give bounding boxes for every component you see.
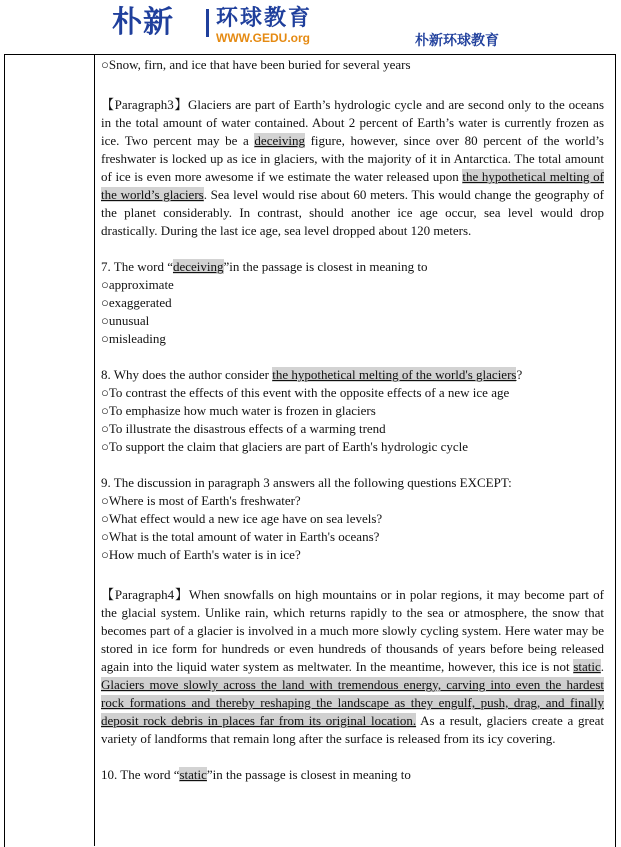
paragraph-text: . [600, 659, 604, 674]
question-text: ”in the passage is closest in meaning to [223, 259, 428, 274]
logo-name: 环球教育 [216, 6, 313, 31]
answer-option[interactable]: ○approximate [101, 277, 174, 292]
highlighted-word: static [179, 767, 207, 782]
paragraph-text: When snowfalls on high mountains or in polar regions, it may become part of the glacial system. Unlike rain, which returns rapidly to the sea or atmosphere, the snow that becomes part of a glacier is involved in a much more slowly cycling system. Here water may be stored in ice form for hundreds or even hundreds of thousands of years before being released again into the liquid water system as meltwater. In the meantime, however, this ice is not [101, 587, 604, 674]
paragraph-text: . Sea level would rise about 60 meters. This would change the geography of the planet considerably. In contrast, should another ice age occur, sea level would drop drastically. During the last ice age, sea level dropped about 120 meters. [101, 187, 604, 238]
paragraph-tag: 【Paragraph3】 [101, 97, 188, 112]
answer-option[interactable]: ○unusual [101, 313, 150, 328]
answer-option[interactable]: ○What effect would a new ice age have on sea levels? [101, 511, 383, 526]
option-line: ○Snow, firn, and ice that have been buried for several years [101, 57, 411, 72]
answer-option[interactable]: ○To emphasize how much water is frozen in glaciers [101, 403, 376, 418]
paragraph-text: figure, however, since over 80 percent of the world’s freshwater is locked up as ice in glaciers, with the majority of it in Antarctica. The total amount of ice is even more awesome if we estimate the water released upon [101, 133, 604, 184]
highlighted-word: static [573, 659, 601, 674]
question-7-stem [101, 258, 604, 276]
highlighted-sentence: Glaciers move slowly across the land with tremendous energy, carving into even the hardest rock formations and thereby reshaping the landscape as they engulf, push, drag, and finally deposit rock debris in places far from its original location. [101, 677, 604, 728]
question-text: 7. The word “ [101, 259, 173, 274]
question-text: ? [516, 367, 523, 382]
answer-option[interactable]: ○To contrast the effects of this event with the opposite effects of a new ice age [101, 385, 510, 400]
answer-option[interactable]: ○To support the claim that glaciers are part of Earth's hydrologic cycle [101, 439, 469, 454]
highlighted-phrase: the hypothetical melting of the world’s glaciers [101, 169, 604, 202]
logo-divider [206, 9, 209, 37]
logo-mark: 朴新 [112, 5, 174, 40]
highlighted-word: deceiving [254, 133, 305, 148]
question-8-stem [101, 366, 604, 384]
answer-option[interactable]: ○exaggerated [101, 295, 172, 310]
paragraph-text: Glaciers are part of Earth’s hydrologic cycle and are second only to the oceans in the total amount of water contained. About 2 percent of Earth’s water is currently frozen as ice. Two percent may be a [101, 97, 605, 148]
highlighted-phrase: the hypothetical melting of the world's glaciers [272, 367, 517, 382]
highlighted-word: deceiving [172, 259, 224, 274]
answer-option[interactable]: ○misleading [101, 331, 166, 346]
page-header [0, 0, 621, 56]
question-text: 8. Why does the author consider [101, 367, 273, 382]
paragraph-tag: 【Paragraph4】 [101, 587, 189, 602]
paragraph-4 [101, 586, 604, 748]
paragraph-3 [101, 96, 604, 240]
answer-option[interactable]: ○What is the total amount of water in Earth's oceans? [101, 529, 380, 544]
question-9-stem: 9. The discussion in paragraph 3 answers all the following questions EXCEPT: [101, 475, 512, 490]
answer-option[interactable]: ○Where is most of Earth's freshwater? [101, 493, 301, 508]
column-divider [94, 54, 95, 846]
logo-url: WWW.GEDU.org [216, 31, 310, 45]
answer-option[interactable]: ○How much of Earth's water is in ice? [101, 547, 301, 562]
answer-option[interactable]: ○To illustrate the disastrous effects of a warming trend [101, 421, 386, 436]
paragraph-text: As a result, glaciers create a great variety of landforms that remain long after the surface is released from its icy covering. [101, 713, 604, 746]
question-text: 10. The word “ [101, 767, 180, 782]
header-brand: 朴新环球教育 [415, 33, 499, 49]
question-10-stem [101, 766, 604, 784]
document-content [101, 56, 604, 784]
question-text: ”in the passage is closest in meaning to [206, 767, 411, 782]
